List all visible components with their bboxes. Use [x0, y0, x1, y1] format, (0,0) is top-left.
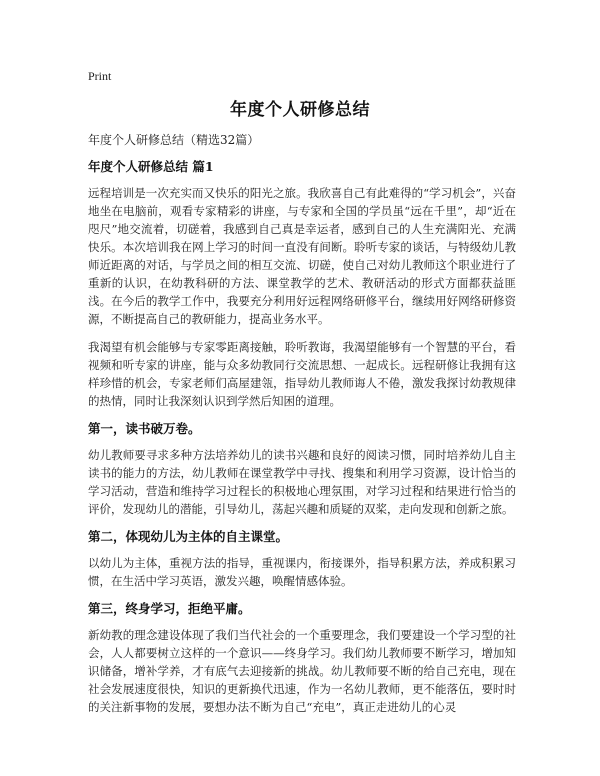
print-link[interactable]: Print: [88, 69, 112, 83]
document-subtitle: 年度个人研修总结（精选32篇）: [88, 133, 260, 147]
paragraph-3-1: 以幼儿为主体，重视方法的指导，重视课内，衔接课外，指导积累方法，养成积累习惯，在生活中学习英语，激发兴趣，唤醒情感体验。: [88, 556, 516, 588]
paragraph-1-1: 远程培训是一次充实而又快乐的阳光之旅。我欣喜自己有此难得的“学习机会”，兴奋地坐在电脑前，观看专家精彩的讲座，与专家和全国的学员虽“远在千里”，却“近在咫尺”地交流着，切磋着，我感到自己真是幸运者，感到自己的人生充满阳光、充满快乐。本次培训我在网上学习的时间一直没有间断。聆听专家的谈话，与特级幼儿教师近距离的对话，与学员之间的相互交流、切磋，使自己对幼儿教师这个职业进行了重新的认识，在幼教科研的方法、课堂教学的艺术、教研活动的形式方面都获益匪浅。在今后的教学工作中，我要充分利用好远程网络研修平台，继续用好网络研修资源，不断提高自己的教研能力，提高业务水平。: [88, 186, 516, 326]
paragraph-2-1: 幼儿教师要寻求多种方法培养幼儿的读书兴趣和良好的阅读习惯，同时培养幼儿自主读书的能力的方法，幼儿教师在课堂教学中寻找、搜集和利用学习资源，设计恰当的学习活动，营造和维持学习过程长的积极地心理氛围，对学习过程和结果进行恰当的评价，发现幼儿的潜能，引导幼儿，荡起兴趣和质疑的双桨，走向发现和创新之旅。: [88, 448, 516, 516]
section-heading-3: 第二，体现幼儿为主体的自主课堂。: [88, 529, 289, 544]
section-heading-4: 第三，终身学习，拒绝平庸。: [88, 601, 251, 616]
document-body: [88, 131, 516, 726]
section-heading-2: 第一，读书破万卷。: [88, 421, 201, 436]
paragraph-1-2: 我渴望有机会能够与专家零距离接触，聆听教诲，我渴望能够有一个智慧的平台，看视频和听专家的讲座，能与众多幼教同行交流思想、一起成长。远程研修让我拥有这样珍惜的机会，专家老师们高屋建瓴，指导幼儿教师诲人不倦，激发我探讨幼教规律的热情，同时让我深刻认识到学然后知困的道理。: [88, 340, 516, 408]
page-title: 年度个人研修总结: [230, 100, 370, 120]
section-heading-1: 年度个人研修总结 篇1: [88, 159, 214, 174]
paragraph-4-1: 新幼教的理念建设体现了我们当代社会的一个重要理念，我们要建设一个学习型的社会，人人都要树立这样的一个意识——终身学习。我们幼儿教师要不断学习，增加知识储备，增补学养，才有底气去迎接新的挑战。幼儿教师要不断的给自己充电，现在社会发展速度很快，知识的更新换代迅速，作为一名幼儿教师，更不能落伍，要时时的关注新事物的发展，要想办法不断为自己“充电”，真正走进幼儿的心灵: [88, 628, 516, 714]
